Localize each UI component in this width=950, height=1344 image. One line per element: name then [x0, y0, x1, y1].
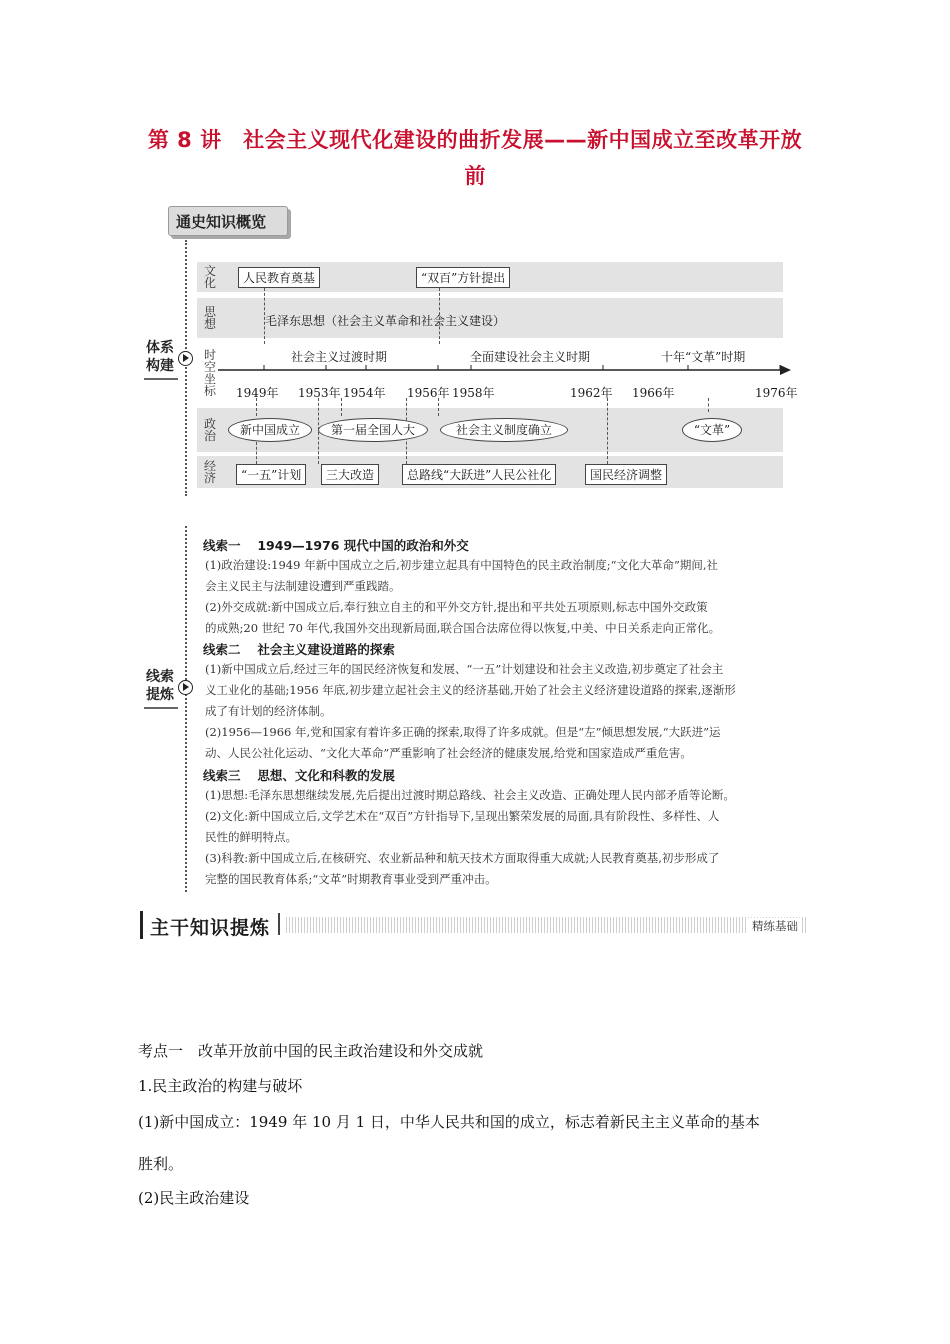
play-arrow-icon: [178, 680, 193, 695]
economy-item: “一五”计划: [236, 464, 306, 485]
time-axis: [218, 362, 793, 378]
thread-text: 完整的国民教育体系;“文革”时期教育事业受到严重冲击。: [205, 872, 497, 886]
side-label-structure: 体系构建: [146, 340, 174, 374]
politics-item: 新中国成立: [228, 418, 312, 442]
paragraph: 胜利。: [138, 1155, 184, 1173]
thread-text: 民性的鲜明特点。: [205, 830, 297, 844]
paragraph: (1)新中国成立：1949 年 10 月 1 日，中华人民共和国的成立，标志着新民主主义革命的基本: [138, 1113, 760, 1131]
overview-tab-label: 通史知识概览: [176, 213, 267, 231]
paragraph: (2)民主政治建设: [138, 1189, 250, 1207]
banner-title: 主干知识提炼: [150, 917, 271, 939]
politics-item: “文革”: [682, 418, 742, 442]
thread-text: 义工业化的基础;1956 年底,初步建立起社会主义的经济基础,开始了社会主义经济建设道路的探索,逐渐形: [205, 683, 736, 697]
year-label: 1949年: [236, 386, 279, 400]
connector-line: [264, 288, 265, 344]
year-label: 1954年: [343, 386, 386, 400]
thought-item: 毛泽东思想（社会主义革命和社会主义建设）: [265, 314, 506, 328]
thread-heading: 线索一 1949—1976 现代中国的政治和外交: [203, 538, 469, 553]
thread-text: (2)外交成就:新中国成立后,奉行独立自主的和平外交方针,提出和平共处五项原则,标志中国外交政策: [205, 600, 708, 614]
economy-item: 总路线“大跃进”人民公社化: [402, 464, 556, 485]
culture-item: 人民教育奠基: [238, 267, 320, 288]
banner-separator: [278, 913, 280, 935]
year-label: 1953年: [298, 386, 341, 400]
banner-bar: [140, 911, 143, 939]
thread-heading: 线索三 思想、文化和科教的发展: [203, 768, 395, 783]
thread-text: (1)政治建设:1949 年新中国成立之后,初步建立起具有中国特色的民主政治制度;“文化大革命”期间,社: [205, 558, 719, 572]
kaodian-heading: 考点一 改革开放前中国的民主政治建设和外交成就: [138, 1042, 484, 1060]
thread-text: (1)思想:毛泽东思想继续发展,先后提出过渡时期总路线、社会主义改造、正确处理人民内部矛盾等论断。: [205, 788, 735, 802]
thread-heading: 线索二 社会主义建设道路的探索: [203, 642, 395, 657]
page-title: 第 8 讲 社会主义现代化建设的曲折发展——新中国成立至改革开放: [147, 128, 803, 152]
threads-guide-line: [185, 526, 187, 892]
politics-item: 第一届全国人大: [318, 418, 428, 442]
structure-guide-line: [185, 240, 187, 496]
thread-text: 会主义民主与法制建设遭到严重践踏。: [205, 579, 401, 593]
year-label: 1966年: [632, 386, 675, 400]
connector-line: [439, 288, 440, 344]
category-thought: 思想: [203, 305, 216, 331]
period-label: 十年“文革”时期: [661, 350, 746, 364]
section-banner: [140, 911, 810, 939]
category-culture: 文化: [203, 264, 216, 290]
banner-subtitle: 精练基础: [748, 918, 802, 934]
category-economy: 经济: [203, 459, 216, 485]
economy-item: 国民经济调整: [585, 464, 667, 485]
culture-item: “双百”方针提出: [416, 267, 510, 288]
connector-line: [607, 398, 608, 464]
connector-line: [256, 442, 257, 464]
period-label: 社会主义过渡时期: [291, 350, 388, 364]
year-label: 1958年: [452, 386, 495, 400]
play-arrow-icon: [178, 351, 193, 366]
side-label-threads: 线索提炼: [146, 669, 174, 703]
thread-text: (2)1956—1966 年,党和国家有着许多正确的探索,取得了许多成就。但是“左”倾思想发展,“大跃进”运: [205, 725, 721, 739]
year-label: 1962年: [570, 386, 613, 400]
category-politics: 政治: [203, 417, 216, 443]
economy-item: 三大改造: [321, 464, 379, 485]
thread-text: 的成熟;20 世纪 70 年代,我国外交出现新局面,联合国合法席位得以恢复,中美、中日关系走向正常化。: [205, 621, 721, 635]
connector-line: [341, 398, 342, 416]
thread-text: 成了有计划的经济体制。: [205, 704, 332, 718]
banner-hatch: [286, 917, 806, 933]
category-time: 时空坐标: [203, 348, 216, 398]
thread-text: (2)文化:新中国成立后,文学艺术在“双百”方针指导下,呈现出繁荣发展的局面,具有阶段性、多样性、人: [205, 809, 720, 823]
thread-text: (3)科教:新中国成立后,在核研究、农业新品种和航天技术方面取得重大成就;人民教育奠基,初步形成了: [205, 851, 720, 865]
thread-text: (1)新中国成立后,经过三年的国民经济恢复和发展、“一五”计划建设和社会主义改造,初步奠定了社会主: [205, 662, 724, 676]
overview-tab: [168, 206, 292, 240]
divider: [144, 707, 178, 709]
divider: [144, 378, 178, 380]
thread-text: 动、人民公社化运动、“文化大革命”严重影响了社会经济的健康发展,给党和国家造成严重危害。: [205, 746, 692, 760]
page-title-continued: 前: [464, 164, 486, 188]
year-label: 1976年: [755, 386, 798, 400]
connector-line: [708, 398, 709, 412]
period-label: 全面建设社会主义时期: [470, 350, 591, 364]
section-heading: 1.民主政治的构建与破坏: [138, 1077, 303, 1095]
year-label: 1956年: [407, 386, 450, 400]
politics-item: 社会主义制度确立: [440, 418, 568, 442]
